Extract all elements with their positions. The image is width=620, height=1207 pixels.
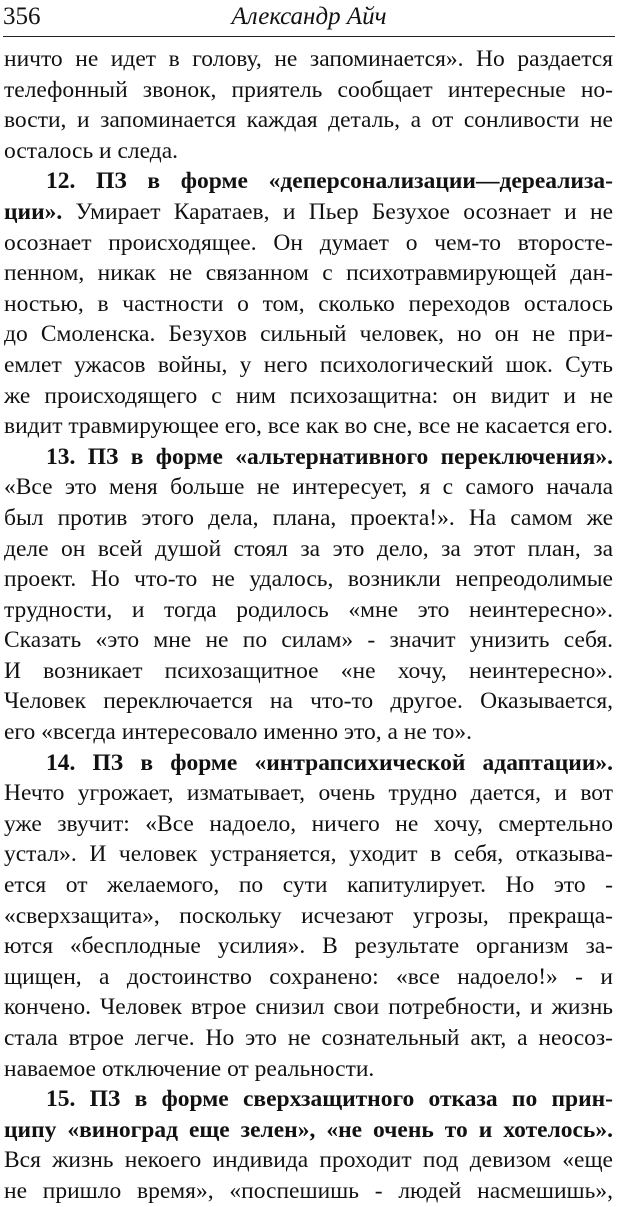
- page-number: 356: [3, 3, 41, 30]
- paragraph-text: его «всегда интересовало именно это, а не то».: [4, 719, 472, 746]
- text-line: [4, 1054, 613, 1085]
- text-line: [4, 534, 613, 565]
- text-line: [4, 686, 613, 717]
- text-line: [4, 44, 613, 75]
- text-line: [4, 595, 613, 626]
- paragraph-text: не пришло время», «поспешишь - людей насмешишь»,: [4, 1177, 613, 1204]
- paragraph-text: наваемое отключение от реальности.: [4, 1055, 375, 1082]
- text-line: [4, 472, 613, 503]
- text-line: [4, 258, 613, 289]
- paragraph-text: ничто не идет в голову, не запоминается». Но раздается: [4, 46, 613, 72]
- text-line: [4, 564, 613, 595]
- bold-heading-text: 12. ПЗ в форме «деперсонализации—дереализа-: [46, 168, 613, 195]
- text-line: [4, 778, 613, 809]
- paragraph-text: Умирает Каратаев, и Пьер Безухое осознает и не: [62, 198, 613, 225]
- paragraph-text: вости, и запоминается каждая деталь, а от сонливости не: [4, 107, 613, 134]
- text-line: [4, 1176, 613, 1207]
- paragraph-text: уже звучит: «Все надоело, ничего не хочу, смертельно: [4, 810, 613, 837]
- text-line: [4, 381, 613, 412]
- body-text: [4, 44, 613, 1207]
- text-line: [4, 1023, 613, 1054]
- paragraph-text: Человек переключается на что-то другое. Оказывается,: [4, 688, 613, 715]
- section-heading-line: [4, 442, 613, 473]
- running-title: Александр Айч: [231, 3, 387, 30]
- text-line: [4, 1145, 613, 1176]
- paragraph-text: «сверхзащита», поскольку исчезают угрозы, прекраща-: [4, 902, 613, 929]
- paragraph-text: И возникает психозащитное «не хочу, неинтересно».: [4, 657, 613, 684]
- paragraph-text: стала втрое легче. Но это не сознательный акт, а неосоз-: [4, 1025, 613, 1051]
- paragraph-text: Нечто угрожает, изматывает, очень трудно дается, и вот: [4, 780, 613, 807]
- bold-heading-text: ципу «виноград еще зелен», «не очень то и хотелось».: [4, 1116, 613, 1143]
- paragraph-text: деле он всей душой стоял за это дело, за этот план, за: [4, 535, 613, 562]
- paragraph-text: ются «бесплодные усилия». В результате организм за-: [4, 933, 613, 960]
- bold-heading-text: ции».: [4, 198, 63, 225]
- text-line: [4, 656, 613, 687]
- paragraph-text: трудности, и тогда родилось «мне это неинтересно».: [4, 596, 613, 623]
- text-line: [4, 319, 613, 350]
- page-header: [3, 2, 615, 37]
- text-line: [4, 503, 613, 534]
- paragraph-text: проект. Но что-то не удалось, возникли непреодолимые: [4, 566, 613, 593]
- text-line: [4, 901, 613, 932]
- text-line: [4, 228, 613, 259]
- text-line: [4, 870, 613, 901]
- text-line: [4, 136, 613, 167]
- paragraph-text: щищен, а достоинство сохранено: «все надоело!» - и: [4, 963, 613, 990]
- text-line: [4, 350, 613, 381]
- text-line: [4, 931, 613, 962]
- paragraph-text: осознает происходящее. Он думает о чем-то второсте-: [4, 229, 613, 256]
- bold-heading-text: 15. ПЗ в форме сверхзащитного отказа по прин-: [46, 1086, 613, 1113]
- paragraph-text: емлет ужасов войны, у него психологический шок. Суть: [4, 351, 613, 378]
- paragraph-text: телефонный звонок, приятель сообщает интересные но-: [4, 76, 613, 103]
- paragraph-text: «Все это меня больше не интересует, я с самого начала: [4, 474, 613, 501]
- text-line: [4, 411, 613, 442]
- section-heading-line: [4, 166, 613, 197]
- section-heading-line: [4, 748, 613, 779]
- paragraph-text: ностью, в частности о том, сколько переходов осталось: [4, 290, 613, 317]
- paragraph-text: устал». И человек устраняется, уходит в себя, отказыва-: [4, 841, 613, 868]
- text-line: [4, 839, 613, 870]
- text-line: [4, 625, 613, 656]
- paragraph-text: кончено. Человек втрое снизил свои потребности, и жизнь: [4, 994, 613, 1021]
- section-heading-line: [4, 1084, 613, 1115]
- paragraph-text: же происходящего с ним психозащитна: он видит и не: [4, 382, 613, 409]
- paragraph-text: Сказать «это мне не по силам» - значит унизить себя.: [4, 627, 613, 654]
- bold-heading-text: 14. ПЗ в форме «интрапсихической адаптации».: [46, 749, 613, 776]
- paragraph-text: пенном, никак не связанном с психотравмирующей дан-: [4, 260, 613, 287]
- paragraph-text: до Смоленска. Безухов сильный человек, но он не при-: [4, 321, 613, 348]
- text-line: [4, 289, 613, 320]
- paragraph-text: Вся жизнь некоего индивида проходит под девизом «еще: [4, 1147, 613, 1174]
- paragraph-text: осталось и следа.: [4, 137, 179, 164]
- section-heading-line: [4, 1115, 613, 1146]
- text-line: [4, 75, 613, 106]
- paragraph-text: видит травмирующее его, все как во сне, все не касается его.: [4, 413, 613, 440]
- text-line: [4, 717, 613, 748]
- text-line: [4, 105, 613, 136]
- text-line: [4, 992, 613, 1023]
- bold-heading-text: 13. ПЗ в форме «альтернативного переключения».: [46, 443, 613, 470]
- text-line: [4, 197, 613, 228]
- paragraph-text: был против этого дела, плана, проекта!». На самом же: [4, 504, 613, 531]
- text-line: [4, 809, 613, 840]
- paragraph-text: ется от желаемого, по сути капитулирует. Но это -: [4, 872, 613, 899]
- text-line: [4, 962, 613, 993]
